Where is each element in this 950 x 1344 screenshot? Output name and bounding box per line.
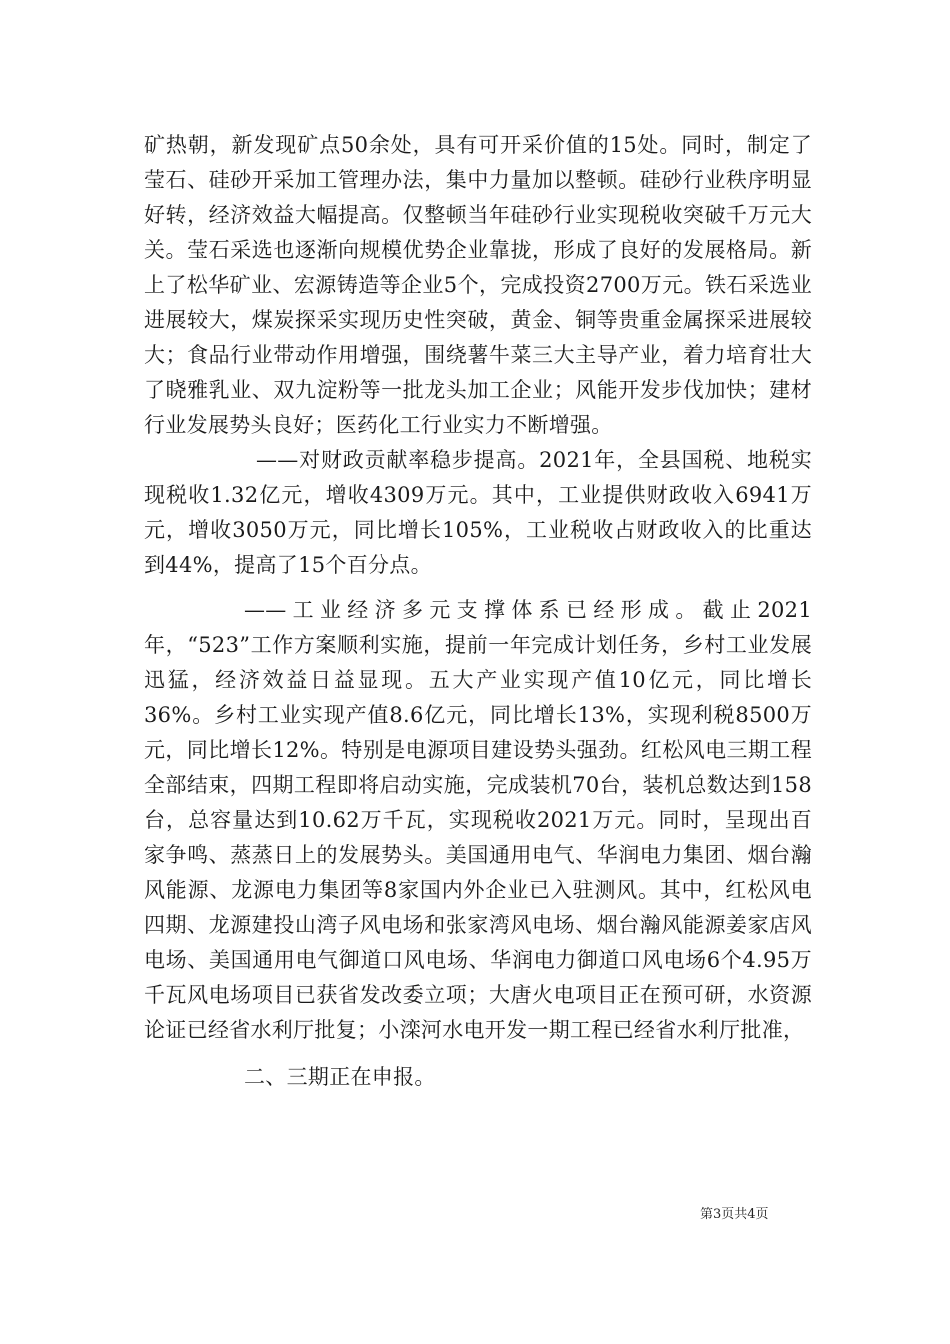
paragraph-mining: 矿热朝，新发现矿点50余处，具有可开采价值的15处。同时，制定了莹石、硅砂开采加工管理办法，集中力量加以整顿。硅砂行业秩序明显好转，经济效益大幅提高。仅整顿当年硅砂行业实现税收突破千万元大关。莹石采选也逐渐向规模优势企业靠拢，形成了良好的发展格局。新上了松华矿业、宏源铸造等企业5个，完成投资2700万元。铁石采选业进展较大，煤炭探采实现历史性突破，黄金、铜等贵重金属探采进展较大；食品行业带动作用增强，围绕薯牛菜三大主导产业，着力培育壮大了晓雅乳业、双九淀粉等一批龙头加工企业；风能开发步伐加快；建材行业发展势头良好；医药化工行业实力不断增强。 bbox=[144, 133, 812, 437]
paragraph-fiscal: ——对财政贡献率稳步提高。2021年，全县国税、地税实现税收1.32亿元，增收4309万元。其中，工业提供财政收入6941万元，增收3050万元，同比增长105%，工业税收占财政收入的比重达到44%，提高了15个百分点。 bbox=[144, 448, 812, 577]
page-number-footer: 第3页共4页 bbox=[700, 1207, 769, 1222]
paragraph-industrial-system: ——工业经济多元支撑体系已经形成。截止2021年，“523”工作方案顺利实施，提前一年完成计划任务，乡村工业发展迅猛，经济效益日益显现。五大产业实现产值10亿元，同比增长36%。乡村工业实现产值8.6亿元，同比增长13%，实现利税8500万元，同比增长12%。特别是电源项目建设势头强劲。红松风电三期工程全部结束，四期工程即将启动实施，完成装机70台，装机总数达到158台，总容量达到10.62万千瓦，实现税收2021万元。同时，呈现出百家争鸣、蒸蒸日上的发展势头。美国通用电气、华润电力集团、烟台瀚风能源、龙源电力集团等8家国内外企业已入驻测风。其中，红松风电四期、龙源建投山湾子风电场和张家湾风电场、烟台瀚风能源姜家店风电场、美国通用电气御道口风电场、华润电力御道口风电场6个4.95万千瓦风电场项目已获省发改委立项；大唐火电项目正在预可研，水资源论证已经省水利厅批复；小滦河水电开发一期工程已经省水利厅批准， bbox=[144, 598, 812, 1042]
paragraph-application: 二、三期正在申报。 bbox=[244, 1065, 436, 1089]
body-text bbox=[144, 128, 812, 1095]
